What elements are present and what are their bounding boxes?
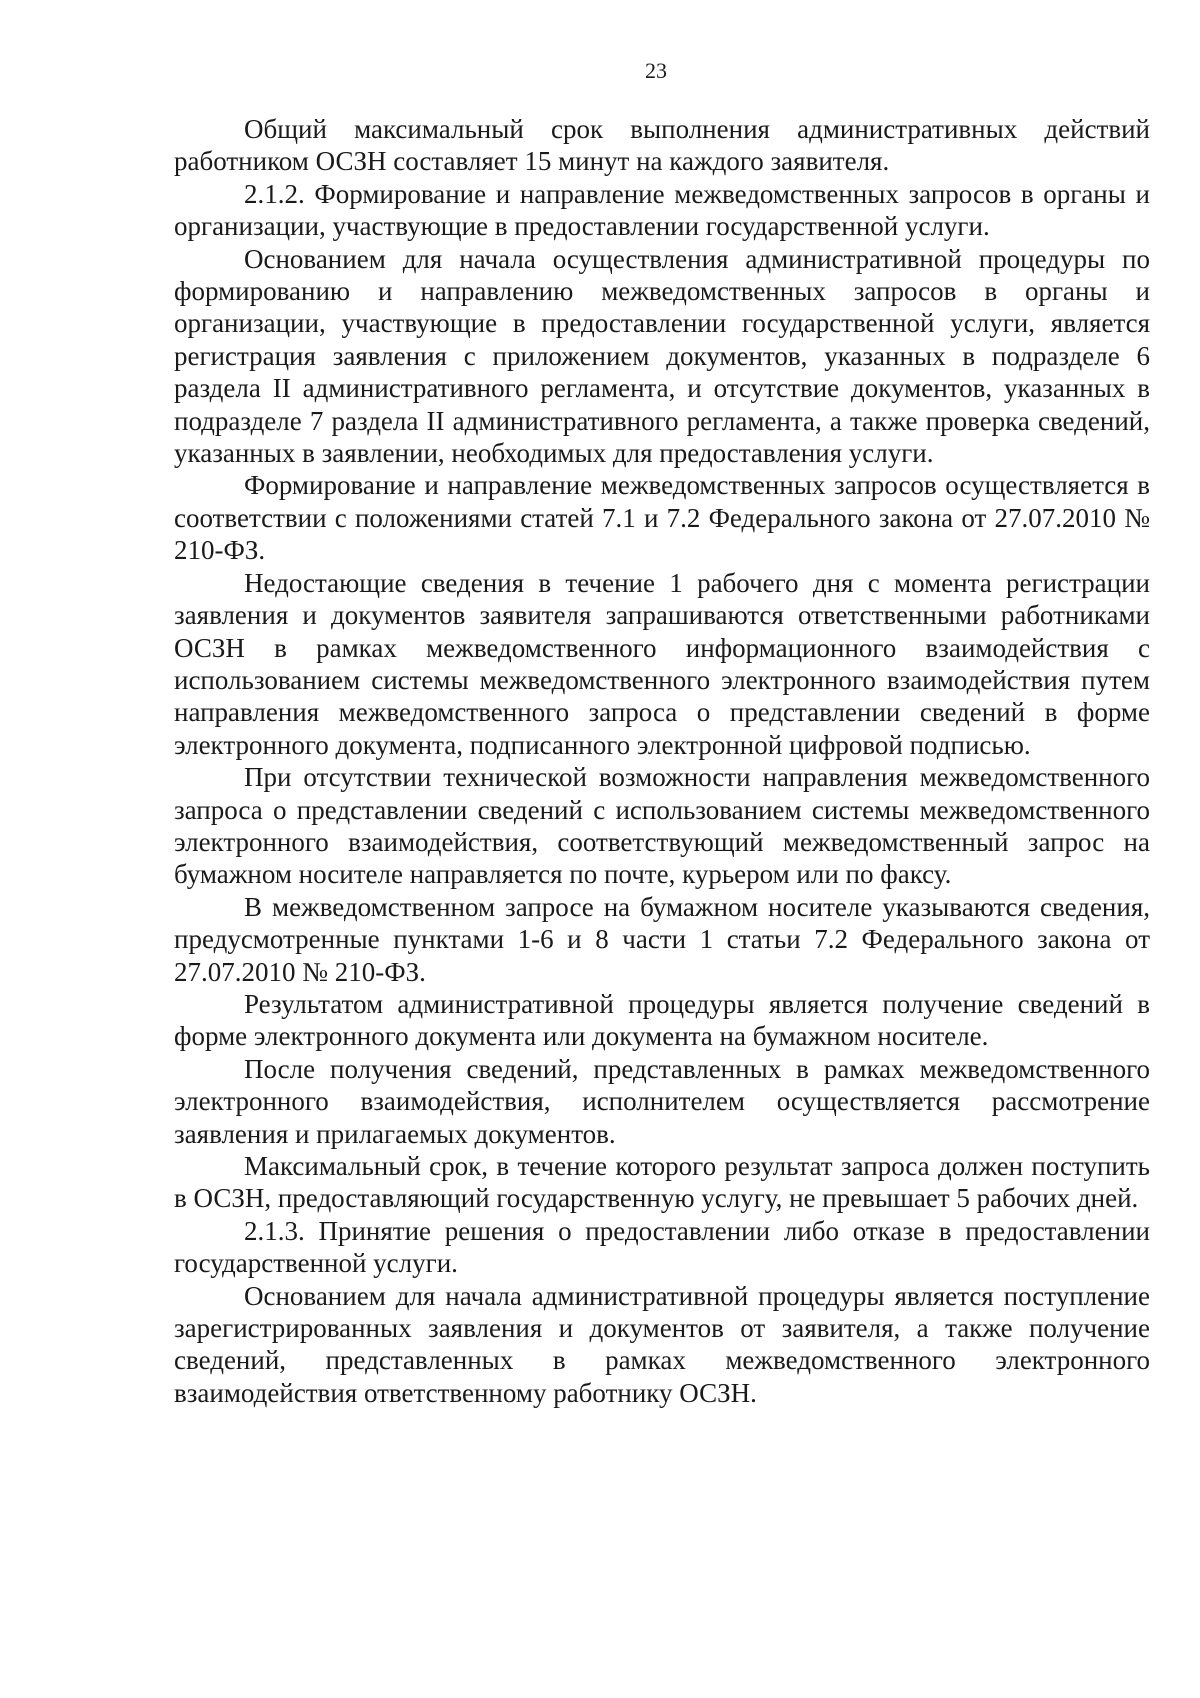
paragraph-12: Основанием для начала административной процедуры является поступление зарегистрированных заявления и документов от заявителя, а также получение сведений, представленных в рамках межведомственного электронного взаимодействия ответственному работнику ОСЗН. — [174, 1280, 1150, 1408]
paragraph-10: Максимальный срок, в течение которого результат запроса должен поступить в ОСЗН, предоставляющий государственную услугу, не превышает 5 рабочих дней. — [174, 1151, 1150, 1214]
paragraph-5: Недостающие сведения в течение 1 рабочего дня с момента регистрации заявления и документов заявителя запрашиваются ответственными работниками ОСЗН в рамках межведомственного информационного взаимодействия с использованием системы межведомственного электронного взаимодействия путем направления межведомственного запроса о представлении сведений в форме электронного документа, подписанного электронной цифровой подписью. — [174, 567, 1150, 760]
document-body — [174, 113, 1150, 1409]
page-number: 23 — [645, 58, 667, 83]
paragraph-1: Общий максимальный срок выполнения административных действий работником ОСЗН составляет 15 минут на каждого заявителя. — [174, 114, 1150, 177]
paragraph-11-section-heading: 2.1.3. Принятие решения о предоставлении либо отказе в предоставлении государственной услуги. — [174, 1215, 1150, 1279]
paragraph-2-section-heading: 2.1.2. Формирование и направление межведомственных запросов в органы и организации, участвующие в предоставлении государственной услуги. — [174, 178, 1150, 242]
paragraph-4: Формирование и направление межведомственных запросов осуществляется в соответствии с положениями статей 7.1 и 7.2 Федерального закона от 27.07.2010 № 210-ФЗ. — [174, 470, 1150, 566]
paragraph-7: В межведомственном запросе на бумажном носителе указываются сведения, предусмотренные пунктами 1-6 и 8 части 1 статьи 7.2 Федерального закона от 27.07.2010 № 210-ФЗ. — [174, 891, 1150, 987]
paragraph-3: Основанием для начала осуществления административной процедуры по формированию и направлению межведомственных запросов в органы и организации, участвующие в предоставлении государственной услуги, является регистрация заявления с приложением документов, указанных в подразделе 6 раздела II административного регламента, и отсутствие документов, указанных в подразделе 7 раздела II административного регламента, а также проверка сведений, указанных в заявлении, необходимых для предоставления услуги. — [174, 243, 1150, 469]
paragraph-8: Результатом административной процедуры является получение сведений в форме электронного документа или документа на бумажном носителе. — [174, 988, 1150, 1052]
paragraph-9: После получения сведений, представленных в рамках межведомственного электронного взаимодействия, исполнителем осуществляется рассмотрение заявления и прилагаемых документов. — [174, 1053, 1150, 1149]
paragraph-6: При отсутствии технической возможности направления межведомственного запроса о представлении сведений с использованием системы межведомственного электронного взаимодействия, соответствующий межведомственный запрос на бумажном носителе направляется по почте, курьером или по факсу. — [174, 762, 1150, 890]
